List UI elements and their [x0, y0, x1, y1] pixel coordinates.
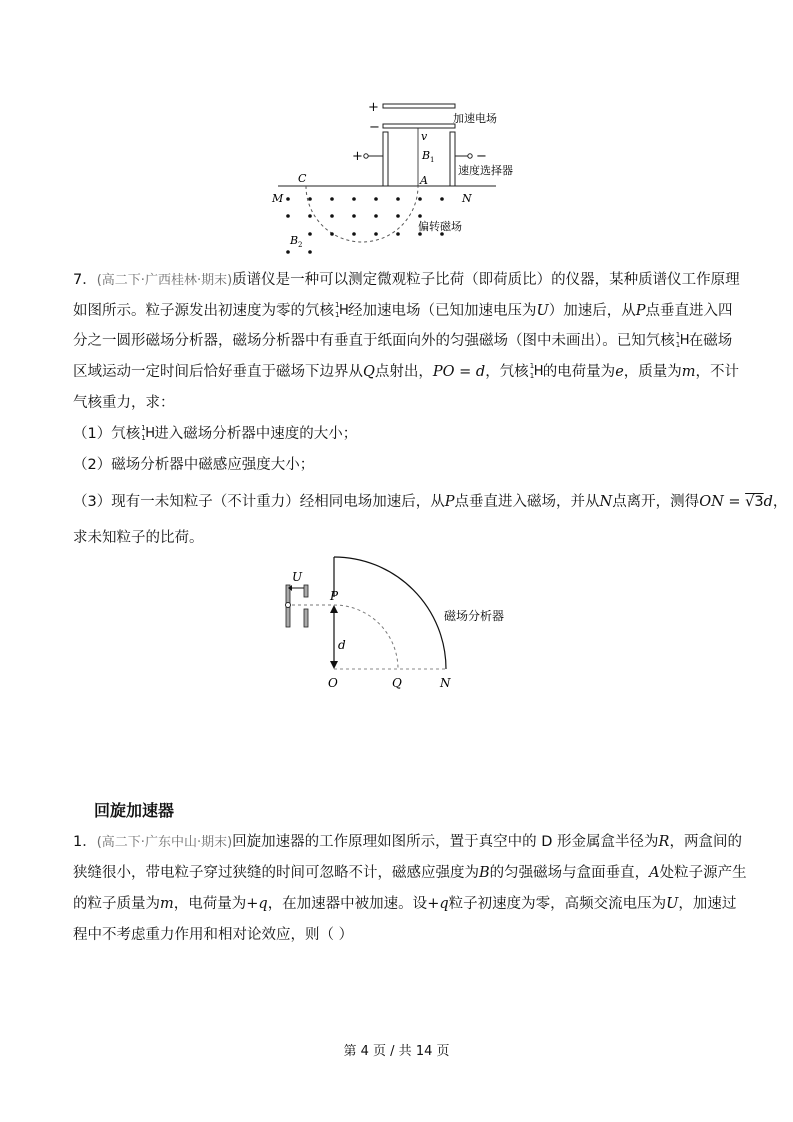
var-p: P — [635, 303, 646, 319]
n-label: N — [462, 192, 472, 205]
hydrogen-isotope: 1 1 H — [141, 424, 156, 442]
q7-text: 分之一圆形磁场分析器，磁场分析器中有垂直于纸面向外的匀强磁场（图中未画出）。已知氕核 — [73, 333, 675, 349]
q7-sub-3-cont — [73, 528, 204, 548]
q1-text: 狭缝很小，带电粒子穿过狭缝的时间可忽略不计，磁感应强度为 — [73, 865, 479, 881]
q7-sub-1 — [73, 424, 357, 444]
var-e: e — [615, 364, 624, 380]
q7-number: 7． — [73, 272, 97, 288]
q-label: Q — [392, 676, 402, 690]
var-q: +q — [427, 896, 449, 912]
q1-line-4 — [73, 925, 353, 945]
q7-text: 在磁场 — [688, 333, 733, 349]
q7-text: 进入磁场分析器中速度的大小； — [154, 426, 358, 442]
o-label: O — [328, 676, 338, 690]
q7-text: 点射出， — [374, 364, 433, 380]
q1-text: ，两盒间的 — [669, 834, 742, 850]
q1-text: 处粒子源产生 — [659, 865, 747, 881]
q7-sub-2 — [73, 455, 314, 475]
q7-text: ，氕核 — [485, 364, 529, 380]
var-m: m — [681, 364, 696, 380]
q7-line-4 — [73, 362, 739, 382]
var-a: A — [649, 865, 660, 881]
q7-text: ， — [772, 494, 788, 510]
q7-text: 区域运动一定时间后恰好垂直于磁场下边界从 — [73, 364, 363, 380]
q7-text: 求未知粒子的比荷。 — [73, 530, 204, 546]
q7-line-3 — [73, 331, 732, 351]
m-label: M — [272, 192, 284, 205]
var-r: R — [658, 834, 670, 850]
q7-text: （1）氕核 — [73, 426, 141, 442]
q1-text: 粒子初速度为零，高频交流电压为 — [448, 896, 667, 912]
b1-label: B — [422, 149, 431, 162]
q7-text: 如图所示。粒子源发出初速度为零的氕核 — [73, 303, 334, 319]
q7-text: 点离开，测得 — [612, 494, 700, 510]
q1-line-2 — [73, 863, 747, 883]
var-u: U — [666, 896, 679, 912]
page-footer: 第 4 页 / 共 14 页 — [343, 1044, 450, 1059]
deflect-field-label: 偏转磁场 — [418, 220, 462, 233]
q7-text: 气核重力，求： — [73, 395, 175, 411]
q7-text: 点垂直进入磁场，并从 — [454, 494, 600, 510]
mass-spectrometer-figure — [260, 96, 520, 262]
q7-text: （3）现有一未知粒子（不计重力）经相同电场加速后，从 — [73, 494, 445, 510]
eq-po: PO = d — [432, 364, 486, 380]
q7-text: 点垂直进入四 — [645, 303, 733, 319]
a-label: A — [420, 174, 428, 187]
n-label: N — [440, 676, 451, 690]
section-title: 回旋加速器 — [94, 801, 175, 820]
b2-label: B — [290, 234, 299, 247]
q1-source: (高二下·广东中山·期末) — [96, 835, 233, 850]
var-m: m — [160, 896, 174, 912]
accel-field-label: 加速电场 — [453, 112, 497, 125]
q1-line-3 — [73, 894, 736, 914]
q7-line-2 — [73, 301, 733, 321]
b2-sub: 2 — [298, 241, 303, 249]
q7-text: 的电荷量为 — [542, 364, 616, 380]
plus-left-label: + — [352, 149, 363, 164]
var-n: N — [599, 494, 613, 510]
q1-text: ，加速过 — [678, 896, 737, 912]
q7-text: ，质量为 — [623, 364, 682, 380]
hydrogen-isotope: 1 1 H — [675, 331, 690, 349]
q1-text: ，在加速器中被加速。设 — [267, 896, 428, 912]
var-q: +q — [246, 896, 268, 912]
q1-text: ，电荷量为 — [173, 896, 247, 912]
plus-top-label: + — [368, 100, 379, 115]
minus-right-label: − — [476, 149, 487, 164]
p-label: P — [330, 589, 339, 603]
q7-line-1 — [73, 270, 740, 291]
var-p: P — [444, 494, 455, 510]
d-label: d — [338, 638, 346, 652]
hydrogen-isotope: 1 1 H — [529, 362, 544, 380]
q7-text: 质谱仪是一种可以测定微观粒子比荷（即荷质比）的仪器，某种质谱仪工作原理 — [232, 272, 740, 288]
minus-mid-label: − — [369, 120, 380, 135]
q1-text: 程中不考虑重力作用和相对论效应，则（ ） — [73, 927, 354, 943]
q1-line-1 — [73, 832, 742, 853]
q7-source: (高二下·广西桂林·期末) — [96, 273, 233, 288]
q1-text: 的粒子质量为 — [73, 896, 160, 912]
magnetic-analyzer-figure — [278, 555, 518, 697]
sqrt-three: √3 — [745, 494, 764, 510]
q7-sub-3 — [73, 492, 787, 512]
q7-line-5 — [73, 393, 175, 413]
q7-text: ，不计 — [695, 364, 740, 380]
u-label: U — [292, 570, 303, 584]
q7-text: （2）磁场分析器中磁感应强度大小； — [73, 457, 315, 473]
c-label: C — [298, 172, 307, 185]
q1-number: 1． — [73, 834, 97, 850]
q7-text: ）加速后，从 — [548, 303, 636, 319]
q1-text: 的匀强磁场与盒面垂直， — [489, 865, 650, 881]
velocity-selector-label: 速度选择器 — [458, 164, 513, 177]
var-u: U — [536, 303, 549, 319]
q7-text: 经加速电场（已知加速电压为 — [348, 303, 537, 319]
v-label: v — [421, 130, 428, 143]
var-b: B — [479, 865, 490, 881]
q1-text: 回旋加速器的工作原理如图所示，置于真空中的 D 形金属盒半径为 — [232, 834, 659, 850]
var-q: Q — [363, 364, 375, 380]
hydrogen-isotope: 1 1 H — [335, 301, 349, 319]
eq-on: ON = — [699, 494, 746, 510]
var-d: d — [763, 494, 773, 510]
analyzer-label: 磁场分析器 — [444, 609, 505, 623]
b1-sub: 1 — [430, 156, 435, 164]
